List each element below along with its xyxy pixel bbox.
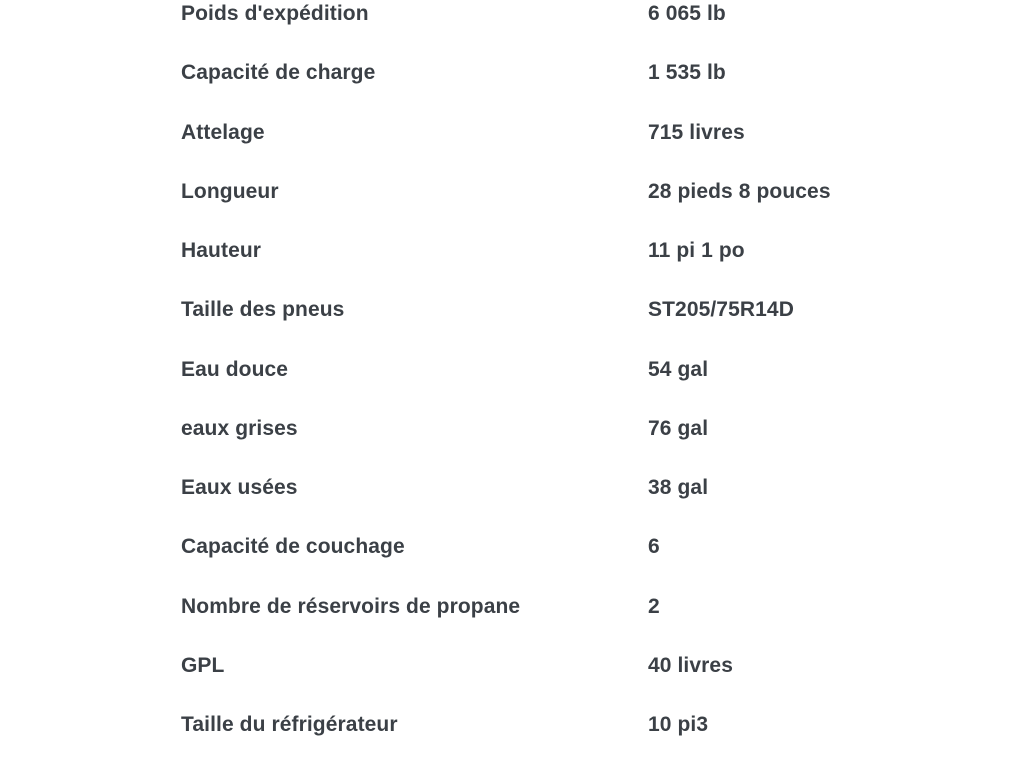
spec-label: Eaux usées bbox=[181, 476, 298, 499]
spec-value: 2 bbox=[648, 594, 660, 618]
spec-row bbox=[0, 120, 1024, 179]
spec-label: Longueur bbox=[181, 179, 279, 203]
spec-label: Capacité de couchage bbox=[181, 535, 405, 559]
spec-row bbox=[0, 60, 1024, 119]
spec-row bbox=[0, 712, 1024, 771]
spec-value: 10 pi3 bbox=[648, 713, 709, 736]
spec-label: Eau douce bbox=[181, 357, 289, 381]
spec-label: Taille des pneus bbox=[181, 298, 345, 322]
spec-row bbox=[0, 416, 1024, 475]
spec-row bbox=[0, 653, 1024, 712]
spec-label: GPL bbox=[181, 653, 225, 677]
spec-value: 6 065 lb bbox=[648, 2, 726, 25]
spec-value: 38 gal bbox=[648, 476, 709, 499]
spec-value: 11 pi 1 po bbox=[648, 239, 745, 262]
spec-row bbox=[0, 357, 1024, 416]
spec-row bbox=[0, 475, 1024, 534]
spec-value: 40 livres bbox=[648, 653, 733, 677]
spec-label: Nombre de réservoirs de propane bbox=[181, 594, 521, 618]
spec-row bbox=[0, 238, 1024, 297]
spec-row bbox=[0, 179, 1024, 238]
spec-value: 6 bbox=[648, 535, 660, 559]
spec-label: Hauteur bbox=[181, 239, 262, 262]
spec-row bbox=[0, 594, 1024, 653]
spec-value: 28 pieds 8 pouces bbox=[648, 179, 831, 203]
spec-label: Capacité de charge bbox=[181, 61, 376, 85]
spec-label: Taille du réfrigérateur bbox=[181, 713, 398, 736]
spec-row bbox=[0, 1, 1024, 60]
spec-value: 1 535 lb bbox=[648, 61, 726, 85]
spec-row bbox=[0, 297, 1024, 356]
spec-label: eaux grises bbox=[181, 416, 298, 440]
specifications-table bbox=[0, 1, 1024, 771]
spec-label: Poids d'expédition bbox=[181, 2, 369, 25]
spec-value: 54 gal bbox=[648, 357, 709, 381]
spec-value: 76 gal bbox=[648, 416, 709, 440]
spec-value: 715 livres bbox=[648, 120, 745, 144]
spec-row bbox=[0, 534, 1024, 593]
spec-value: ST205/75R14D bbox=[648, 298, 794, 322]
spec-label: Attelage bbox=[181, 120, 265, 144]
